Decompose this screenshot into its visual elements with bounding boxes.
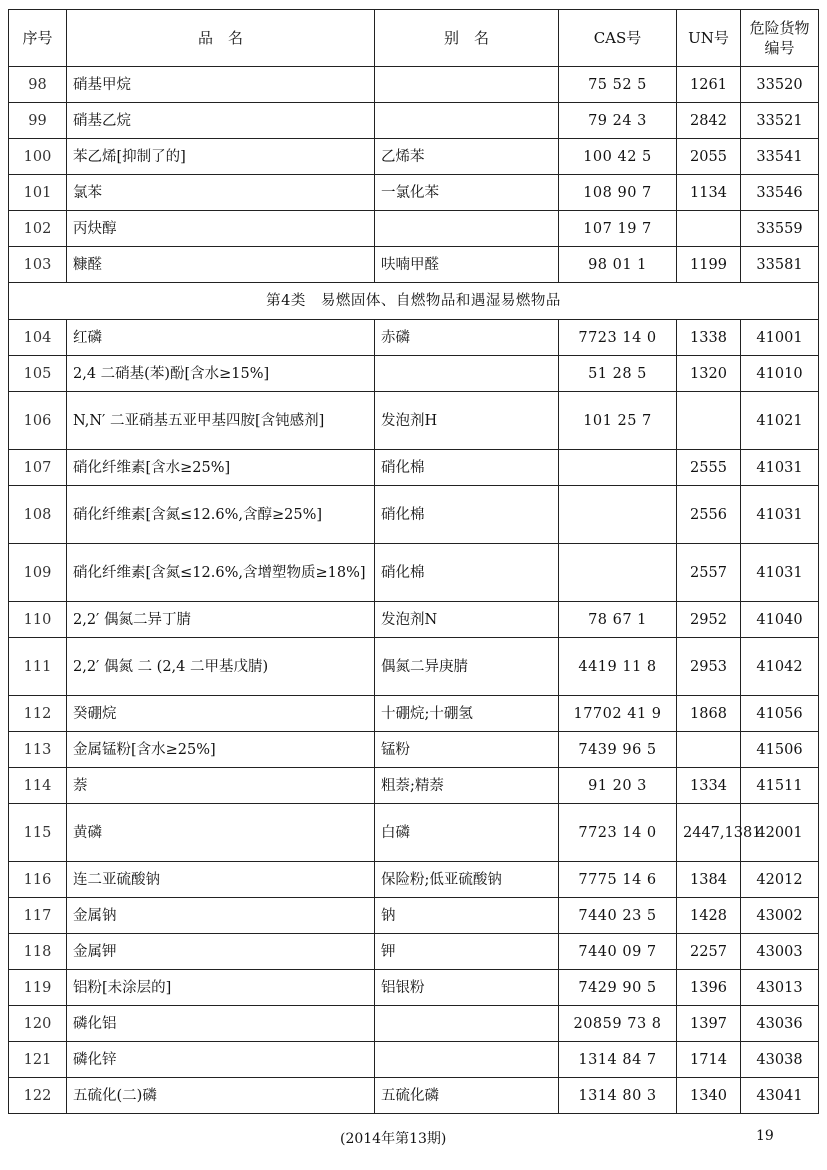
chemical-name: 硝基甲烷 bbox=[67, 67, 375, 103]
chemical-name: 氯苯 bbox=[67, 175, 375, 211]
cas-number bbox=[559, 544, 677, 602]
chemical-name: N,N′ 二亚硝基五亚甲基四胺[含钝感剂] bbox=[67, 392, 375, 450]
cas-number: 78 67 1 bbox=[559, 602, 677, 638]
cas-number: 7723 14 0 bbox=[559, 320, 677, 356]
alias-name bbox=[375, 67, 559, 103]
un-number: 2952 bbox=[677, 602, 741, 638]
chemical-name: 硝基乙烷 bbox=[67, 103, 375, 139]
un-number: 2557 bbox=[677, 544, 741, 602]
row-number: 121 bbox=[9, 1042, 67, 1078]
header-row bbox=[9, 10, 819, 67]
un-number: 1134 bbox=[677, 175, 741, 211]
row-number: 106 bbox=[9, 392, 67, 450]
dg-number: 42001 bbox=[741, 804, 819, 862]
dg-number: 41031 bbox=[741, 450, 819, 486]
row-number: 108 bbox=[9, 486, 67, 544]
un-number: 2257 bbox=[677, 934, 741, 970]
issue-label: (2014年第13期) bbox=[340, 1131, 447, 1147]
alias-name: 一氯化苯 bbox=[375, 175, 559, 211]
cas-number: 101 25 7 bbox=[559, 392, 677, 450]
chemical-name: 2,2′ 偶氮 二 (2,4 二甲基戊腈) bbox=[67, 638, 375, 696]
chemical-name: 硝化纤维素[含水≥25%] bbox=[67, 450, 375, 486]
table-row bbox=[9, 970, 819, 1006]
alias-name: 锰粉 bbox=[375, 732, 559, 768]
cas-number: 100 42 5 bbox=[559, 139, 677, 175]
dg-number: 41001 bbox=[741, 320, 819, 356]
un-number: 1320 bbox=[677, 356, 741, 392]
un-number: 2556 bbox=[677, 486, 741, 544]
un-number: 2953 bbox=[677, 638, 741, 696]
un-number: 1338 bbox=[677, 320, 741, 356]
alias-name bbox=[375, 1042, 559, 1078]
dg-number: 41056 bbox=[741, 696, 819, 732]
chemical-name: 连二亚硫酸钠 bbox=[67, 862, 375, 898]
row-number: 109 bbox=[9, 544, 67, 602]
row-number: 103 bbox=[9, 247, 67, 283]
alias-name: 硝化棉 bbox=[375, 486, 559, 544]
un-number: 1868 bbox=[677, 696, 741, 732]
header-alias: 别 名 bbox=[375, 10, 559, 67]
un-number: 1199 bbox=[677, 247, 741, 283]
page-footer bbox=[0, 1128, 827, 1152]
table-body-class4 bbox=[9, 320, 819, 1114]
category-section bbox=[9, 283, 819, 320]
cas-number: 91 20 3 bbox=[559, 768, 677, 804]
chemical-name: 糠醛 bbox=[67, 247, 375, 283]
table-row bbox=[9, 732, 819, 768]
cas-number: 7440 23 5 bbox=[559, 898, 677, 934]
table-row bbox=[9, 898, 819, 934]
dg-number: 43013 bbox=[741, 970, 819, 1006]
table-row bbox=[9, 544, 819, 602]
alias-name: 钾 bbox=[375, 934, 559, 970]
chemical-name: 硝化纤维素[含氮≤12.6%,含醇≥25%] bbox=[67, 486, 375, 544]
header-dg-number: 危险货物编号 bbox=[741, 10, 819, 67]
table-row bbox=[9, 602, 819, 638]
cas-number: 17702 41 9 bbox=[559, 696, 677, 732]
chemical-name: 金属钠 bbox=[67, 898, 375, 934]
header-un: UN号 bbox=[677, 10, 741, 67]
cas-number: 79 24 3 bbox=[559, 103, 677, 139]
dg-number: 43003 bbox=[741, 934, 819, 970]
dg-number: 43041 bbox=[741, 1078, 819, 1114]
dg-number: 33521 bbox=[741, 103, 819, 139]
dg-number: 43036 bbox=[741, 1006, 819, 1042]
hazardous-chemicals-table bbox=[8, 9, 819, 1114]
cas-number: 107 19 7 bbox=[559, 211, 677, 247]
row-number: 102 bbox=[9, 211, 67, 247]
dg-number: 33541 bbox=[741, 139, 819, 175]
alias-name: 粗萘;精萘 bbox=[375, 768, 559, 804]
alias-name: 钠 bbox=[375, 898, 559, 934]
chemical-name: 金属钾 bbox=[67, 934, 375, 970]
un-number bbox=[677, 732, 741, 768]
dg-number: 41031 bbox=[741, 486, 819, 544]
un-number: 2555 bbox=[677, 450, 741, 486]
un-number bbox=[677, 392, 741, 450]
table-row bbox=[9, 103, 819, 139]
cas-number: 7723 14 0 bbox=[559, 804, 677, 862]
cas-number bbox=[559, 486, 677, 544]
alias-name: 偶氮二异庚腈 bbox=[375, 638, 559, 696]
un-number: 1261 bbox=[677, 67, 741, 103]
category-heading: 第4类 易燃固体、自燃物品和遇湿易燃物品 bbox=[9, 283, 819, 320]
chemical-name: 2,4 二硝基(苯)酚[含水≥15%] bbox=[67, 356, 375, 392]
row-number: 107 bbox=[9, 450, 67, 486]
table-row bbox=[9, 1078, 819, 1114]
table-row bbox=[9, 320, 819, 356]
row-number: 120 bbox=[9, 1006, 67, 1042]
alias-name: 十硼烷;十硼氢 bbox=[375, 696, 559, 732]
un-number: 1428 bbox=[677, 898, 741, 934]
row-number: 114 bbox=[9, 768, 67, 804]
dg-number: 33559 bbox=[741, 211, 819, 247]
row-number: 98 bbox=[9, 67, 67, 103]
un-number: 1384 bbox=[677, 862, 741, 898]
chemical-name: 磷化锌 bbox=[67, 1042, 375, 1078]
cas-number: 7775 14 6 bbox=[559, 862, 677, 898]
chemical-name: 五硫化(二)磷 bbox=[67, 1078, 375, 1114]
alias-name bbox=[375, 1006, 559, 1042]
row-number: 117 bbox=[9, 898, 67, 934]
un-number bbox=[677, 211, 741, 247]
dg-number: 33520 bbox=[741, 67, 819, 103]
header-name: 品 名 bbox=[67, 10, 375, 67]
alias-name: 五硫化磷 bbox=[375, 1078, 559, 1114]
table-row bbox=[9, 392, 819, 450]
chemical-name: 丙炔醇 bbox=[67, 211, 375, 247]
alias-name: 硝化棉 bbox=[375, 544, 559, 602]
cas-number: 7440 09 7 bbox=[559, 934, 677, 970]
cas-number: 1314 84 7 bbox=[559, 1042, 677, 1078]
alias-name: 保险粉;低亚硫酸钠 bbox=[375, 862, 559, 898]
chemical-name: 癸硼烷 bbox=[67, 696, 375, 732]
table-row bbox=[9, 1006, 819, 1042]
table-row bbox=[9, 67, 819, 103]
un-number: 2842 bbox=[677, 103, 741, 139]
cas-number: 4419 11 8 bbox=[559, 638, 677, 696]
chemical-name: 黄磷 bbox=[67, 804, 375, 862]
table-row bbox=[9, 638, 819, 696]
un-number: 2447,1381 bbox=[677, 804, 741, 862]
page-number: 19 bbox=[756, 1128, 774, 1144]
table-row bbox=[9, 1042, 819, 1078]
cas-number: 98 01 1 bbox=[559, 247, 677, 283]
dg-number: 41511 bbox=[741, 768, 819, 804]
un-number: 1334 bbox=[677, 768, 741, 804]
row-number: 111 bbox=[9, 638, 67, 696]
chemical-name: 硝化纤维素[含氮≤12.6%,含增塑物质≥18%] bbox=[67, 544, 375, 602]
table-row bbox=[9, 247, 819, 283]
table-body-class3 bbox=[9, 67, 819, 283]
table-row bbox=[9, 768, 819, 804]
row-number: 99 bbox=[9, 103, 67, 139]
alias-name bbox=[375, 356, 559, 392]
un-number: 1396 bbox=[677, 970, 741, 1006]
chemical-name: 红磷 bbox=[67, 320, 375, 356]
row-number: 112 bbox=[9, 696, 67, 732]
alias-name: 赤磷 bbox=[375, 320, 559, 356]
table-row bbox=[9, 450, 819, 486]
row-number: 100 bbox=[9, 139, 67, 175]
table-row bbox=[9, 804, 819, 862]
table-row bbox=[9, 696, 819, 732]
table-row bbox=[9, 486, 819, 544]
dg-number: 33546 bbox=[741, 175, 819, 211]
cas-number: 108 90 7 bbox=[559, 175, 677, 211]
un-number: 2055 bbox=[677, 139, 741, 175]
cas-number bbox=[559, 450, 677, 486]
row-number: 113 bbox=[9, 732, 67, 768]
table-row bbox=[9, 175, 819, 211]
chemical-name: 磷化铝 bbox=[67, 1006, 375, 1042]
alias-name bbox=[375, 211, 559, 247]
table-row bbox=[9, 356, 819, 392]
cas-number: 1314 80 3 bbox=[559, 1078, 677, 1114]
cas-number: 75 52 5 bbox=[559, 67, 677, 103]
row-number: 116 bbox=[9, 862, 67, 898]
alias-name: 白磷 bbox=[375, 804, 559, 862]
alias-name: 乙烯苯 bbox=[375, 139, 559, 175]
row-number: 122 bbox=[9, 1078, 67, 1114]
row-number: 118 bbox=[9, 934, 67, 970]
chemical-name: 铝粉[未涂层的] bbox=[67, 970, 375, 1006]
row-number: 101 bbox=[9, 175, 67, 211]
dg-number: 41040 bbox=[741, 602, 819, 638]
dg-number: 42012 bbox=[741, 862, 819, 898]
table-row bbox=[9, 139, 819, 175]
header-no: 序号 bbox=[9, 10, 67, 67]
dg-number: 41010 bbox=[741, 356, 819, 392]
dg-number: 33581 bbox=[741, 247, 819, 283]
chemical-name: 金属锰粉[含水≥25%] bbox=[67, 732, 375, 768]
table-row bbox=[9, 211, 819, 247]
dg-number: 41042 bbox=[741, 638, 819, 696]
dg-number: 41506 bbox=[741, 732, 819, 768]
un-number: 1340 bbox=[677, 1078, 741, 1114]
chemical-name: 苯乙烯[抑制了的] bbox=[67, 139, 375, 175]
cas-number: 7429 90 5 bbox=[559, 970, 677, 1006]
un-number: 1397 bbox=[677, 1006, 741, 1042]
cas-number: 20859 73 8 bbox=[559, 1006, 677, 1042]
dg-number: 43038 bbox=[741, 1042, 819, 1078]
table-row bbox=[9, 934, 819, 970]
chemical-name: 2,2′ 偶氮二异丁腈 bbox=[67, 602, 375, 638]
category-row bbox=[9, 283, 819, 320]
alias-name: 硝化棉 bbox=[375, 450, 559, 486]
dg-number: 41031 bbox=[741, 544, 819, 602]
dg-number: 43002 bbox=[741, 898, 819, 934]
row-number: 115 bbox=[9, 804, 67, 862]
row-number: 104 bbox=[9, 320, 67, 356]
chemical-name: 萘 bbox=[67, 768, 375, 804]
un-number: 1714 bbox=[677, 1042, 741, 1078]
alias-name bbox=[375, 103, 559, 139]
alias-name: 发泡剂H bbox=[375, 392, 559, 450]
table-row bbox=[9, 862, 819, 898]
row-number: 105 bbox=[9, 356, 67, 392]
cas-number: 51 28 5 bbox=[559, 356, 677, 392]
cas-number: 7439 96 5 bbox=[559, 732, 677, 768]
row-number: 110 bbox=[9, 602, 67, 638]
alias-name: 发泡剂N bbox=[375, 602, 559, 638]
dg-number: 41021 bbox=[741, 392, 819, 450]
row-number: 119 bbox=[9, 970, 67, 1006]
alias-name: 呋喃甲醛 bbox=[375, 247, 559, 283]
alias-name: 铝银粉 bbox=[375, 970, 559, 1006]
header-cas: CAS号 bbox=[559, 10, 677, 67]
